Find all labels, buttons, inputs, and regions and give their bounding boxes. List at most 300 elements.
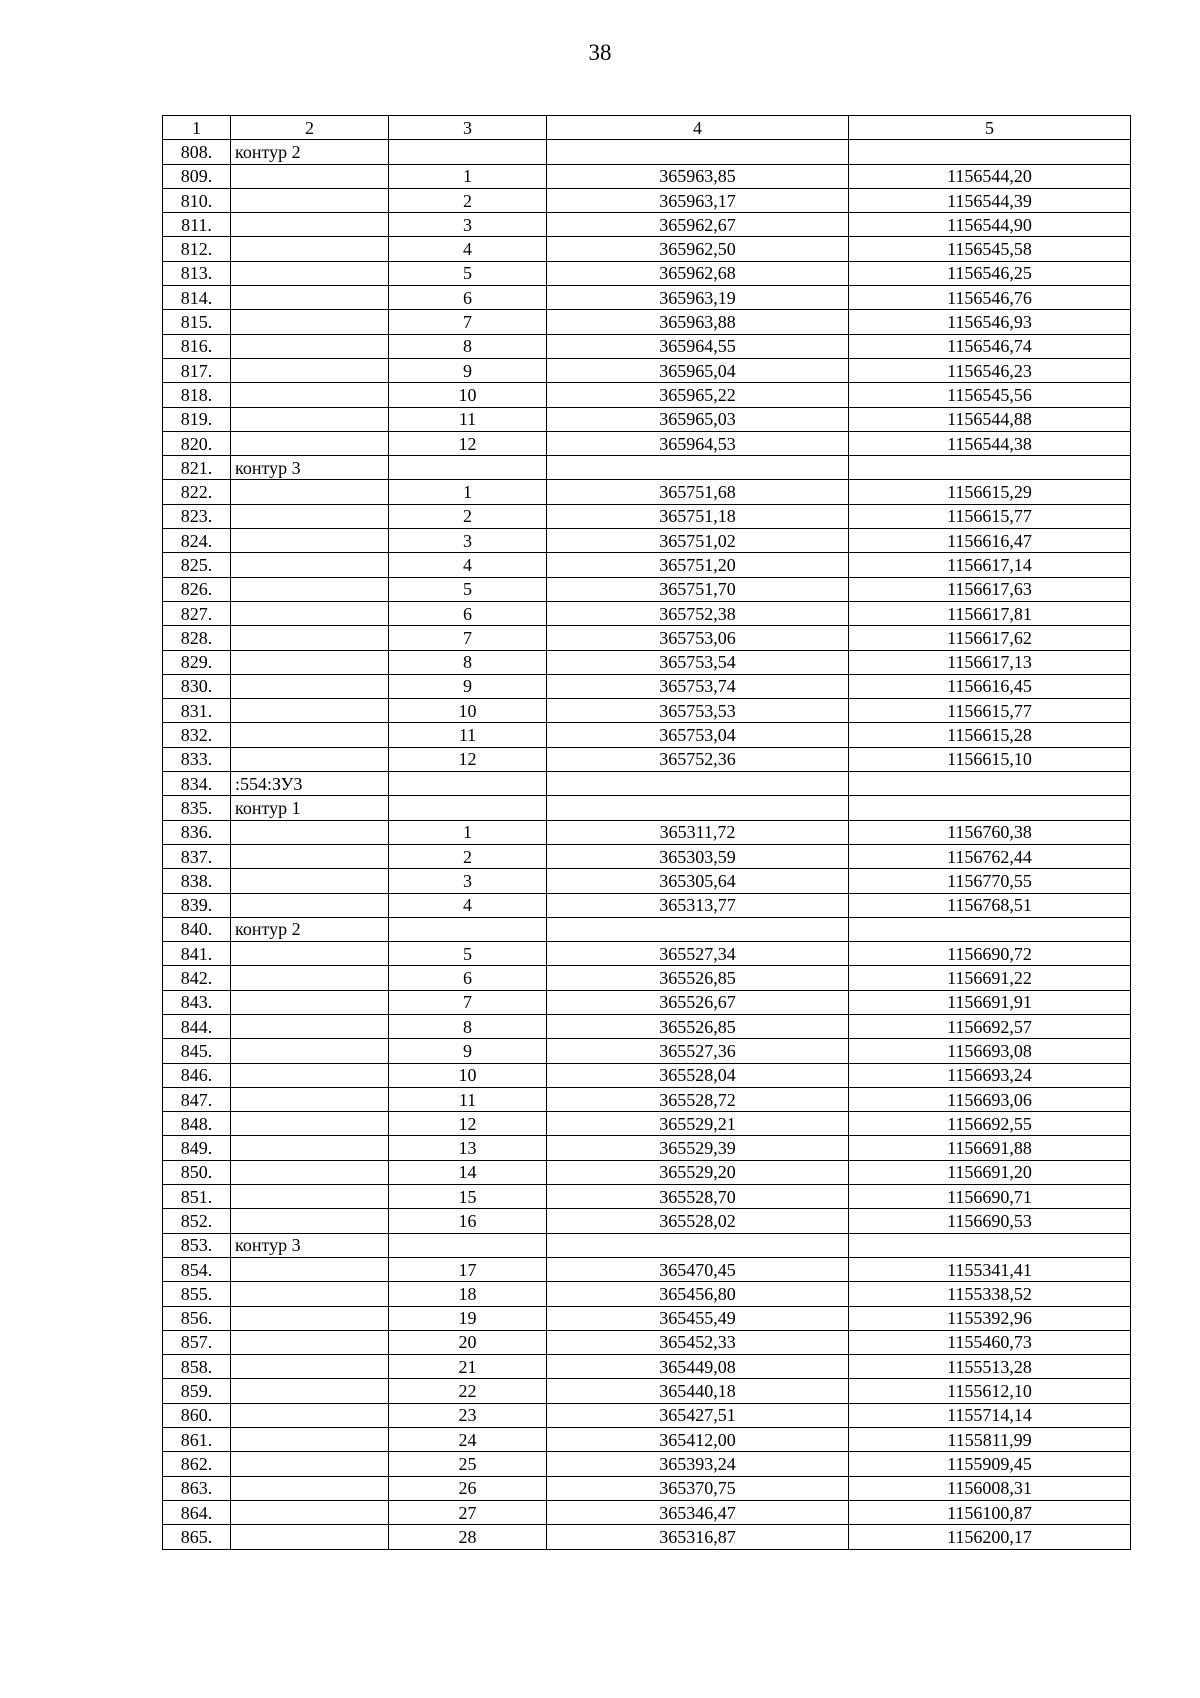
table-row <box>163 1039 1131 1063</box>
row-number-cell: 855. <box>163 1282 231 1306</box>
table-row <box>163 358 1131 382</box>
contour-label-cell: контур 3 <box>231 456 389 480</box>
x-coordinate-cell: 365412,00 <box>547 1428 849 1452</box>
point-number-cell: 26 <box>389 1476 547 1500</box>
point-number-cell: 8 <box>389 1014 547 1038</box>
x-coordinate-cell: 365965,22 <box>547 383 849 407</box>
x-coordinate-cell: 365753,06 <box>547 626 849 650</box>
table-row <box>163 820 1131 844</box>
point-number-cell: 2 <box>389 504 547 528</box>
table-row <box>163 917 1131 941</box>
x-coordinate-cell: 365305,64 <box>547 869 849 893</box>
x-coordinate-cell: 365527,34 <box>547 942 849 966</box>
x-coordinate-cell: 365370,75 <box>547 1476 849 1500</box>
point-number-cell: 13 <box>389 1136 547 1160</box>
y-coordinate-cell: 1156617,63 <box>849 577 1131 601</box>
x-coordinate-cell: 365529,21 <box>547 1112 849 1136</box>
y-coordinate-cell: 1156544,20 <box>849 164 1131 188</box>
table-row <box>163 1452 1131 1476</box>
contour-label-cell <box>231 699 389 723</box>
x-coordinate-cell: 365452,33 <box>547 1330 849 1354</box>
y-coordinate-cell: 1156544,39 <box>849 188 1131 212</box>
row-number-cell: 810. <box>163 188 231 212</box>
table-row <box>163 1282 1131 1306</box>
row-number-cell: 857. <box>163 1330 231 1354</box>
contour-label-cell <box>231 1476 389 1500</box>
row-number-cell: 852. <box>163 1209 231 1233</box>
contour-label-cell <box>231 310 389 334</box>
page-number: 38 <box>588 40 612 65</box>
table-row <box>163 1306 1131 1330</box>
y-coordinate-cell: 1156617,81 <box>849 601 1131 625</box>
table-row <box>163 1112 1131 1136</box>
x-coordinate-cell: 365962,67 <box>547 213 849 237</box>
table-row <box>163 990 1131 1014</box>
y-coordinate-cell: 1155338,52 <box>849 1282 1131 1306</box>
contour-label-cell <box>231 674 389 698</box>
table-row <box>163 1257 1131 1281</box>
point-number-cell <box>389 1233 547 1257</box>
x-coordinate-cell: 365751,70 <box>547 577 849 601</box>
contour-label-cell <box>231 1039 389 1063</box>
point-number-cell <box>389 796 547 820</box>
row-number-cell: 840. <box>163 917 231 941</box>
table-row <box>163 796 1131 820</box>
contour-label-cell <box>231 626 389 650</box>
row-number-cell: 849. <box>163 1136 231 1160</box>
table-row <box>163 650 1131 674</box>
row-number-cell: 829. <box>163 650 231 674</box>
row-number-cell: 813. <box>163 261 231 285</box>
x-coordinate-cell <box>547 917 849 941</box>
contour-label-cell <box>231 213 389 237</box>
table-row <box>163 407 1131 431</box>
table-row <box>163 942 1131 966</box>
contour-label-cell <box>231 286 389 310</box>
y-coordinate-cell: 1156692,57 <box>849 1014 1131 1038</box>
row-number-cell: 816. <box>163 334 231 358</box>
point-number-cell: 20 <box>389 1330 547 1354</box>
x-coordinate-cell: 365963,17 <box>547 188 849 212</box>
contour-label-cell <box>231 334 389 358</box>
x-coordinate-cell: 365449,08 <box>547 1355 849 1379</box>
y-coordinate-cell: 1156691,20 <box>849 1160 1131 1184</box>
contour-label-cell: контур 2 <box>231 917 389 941</box>
y-coordinate-cell <box>849 772 1131 796</box>
y-coordinate-cell: 1156546,23 <box>849 358 1131 382</box>
x-coordinate-cell: 365527,36 <box>547 1039 849 1063</box>
point-number-cell: 1 <box>389 820 547 844</box>
table-row <box>163 1355 1131 1379</box>
contour-label-cell <box>231 383 389 407</box>
coordinates-table <box>162 115 1131 1550</box>
contour-label-cell <box>231 1063 389 1087</box>
y-coordinate-cell: 1156615,77 <box>849 504 1131 528</box>
y-coordinate-cell: 1155811,99 <box>849 1428 1131 1452</box>
row-number-cell: 817. <box>163 358 231 382</box>
contour-label-cell <box>231 1209 389 1233</box>
contour-label-cell: :554:ЗУ3 <box>231 772 389 796</box>
y-coordinate-cell: 1156616,45 <box>849 674 1131 698</box>
contour-label-cell: контур 1 <box>231 796 389 820</box>
row-number-cell: 863. <box>163 1476 231 1500</box>
row-number-cell: 818. <box>163 383 231 407</box>
table-row <box>163 504 1131 528</box>
row-number-cell: 865. <box>163 1525 231 1549</box>
point-number-cell: 2 <box>389 844 547 868</box>
contour-label-cell <box>231 1087 389 1111</box>
table-row <box>163 310 1131 334</box>
table-row <box>163 723 1131 747</box>
table-row <box>163 577 1131 601</box>
y-coordinate-cell: 1156545,58 <box>849 237 1131 261</box>
point-number-cell: 7 <box>389 310 547 334</box>
row-number-cell: 822. <box>163 480 231 504</box>
point-number-cell: 17 <box>389 1257 547 1281</box>
row-number-cell: 837. <box>163 844 231 868</box>
contour-label-cell <box>231 504 389 528</box>
x-coordinate-cell: 365455,49 <box>547 1306 849 1330</box>
x-coordinate-cell <box>547 456 849 480</box>
y-coordinate-cell: 1156546,93 <box>849 310 1131 334</box>
point-number-cell <box>389 140 547 164</box>
point-number-cell: 28 <box>389 1525 547 1549</box>
row-number-cell: 860. <box>163 1403 231 1427</box>
x-coordinate-cell: 365753,54 <box>547 650 849 674</box>
row-number-cell: 820. <box>163 431 231 455</box>
table-row <box>163 1185 1131 1209</box>
table-row <box>163 140 1131 164</box>
x-coordinate-cell: 365456,80 <box>547 1282 849 1306</box>
y-coordinate-cell: 1155341,41 <box>849 1257 1131 1281</box>
y-coordinate-cell <box>849 796 1131 820</box>
table-row <box>163 893 1131 917</box>
x-coordinate-cell: 365965,04 <box>547 358 849 382</box>
x-coordinate-cell: 365963,88 <box>547 310 849 334</box>
table-row <box>163 1136 1131 1160</box>
y-coordinate-cell: 1156691,22 <box>849 966 1131 990</box>
table-row <box>163 869 1131 893</box>
table-row <box>163 383 1131 407</box>
contour-label-cell <box>231 942 389 966</box>
row-number-cell: 856. <box>163 1306 231 1330</box>
point-number-cell: 23 <box>389 1403 547 1427</box>
y-coordinate-cell: 1156692,55 <box>849 1112 1131 1136</box>
column-header: 4 <box>547 116 849 140</box>
point-number-cell: 4 <box>389 553 547 577</box>
point-number-cell: 27 <box>389 1500 547 1524</box>
table-row <box>163 699 1131 723</box>
table-row <box>163 1087 1131 1111</box>
row-number-cell: 843. <box>163 990 231 1014</box>
x-coordinate-cell: 365751,02 <box>547 529 849 553</box>
y-coordinate-cell: 1156693,24 <box>849 1063 1131 1087</box>
x-coordinate-cell: 365528,04 <box>547 1063 849 1087</box>
table-row <box>163 480 1131 504</box>
y-coordinate-cell: 1156546,76 <box>849 286 1131 310</box>
row-number-cell: 814. <box>163 286 231 310</box>
point-number-cell: 19 <box>389 1306 547 1330</box>
row-number-cell: 825. <box>163 553 231 577</box>
point-number-cell: 14 <box>389 1160 547 1184</box>
row-number-cell: 838. <box>163 869 231 893</box>
contour-label-cell <box>231 1379 389 1403</box>
contour-label-cell <box>231 1403 389 1427</box>
point-number-cell: 10 <box>389 1063 547 1087</box>
point-number-cell: 7 <box>389 990 547 1014</box>
y-coordinate-cell: 1156616,47 <box>849 529 1131 553</box>
x-coordinate-cell: 365313,77 <box>547 893 849 917</box>
contour-label-cell <box>231 601 389 625</box>
row-number-cell: 858. <box>163 1355 231 1379</box>
contour-label-cell <box>231 1525 389 1549</box>
table-row <box>163 237 1131 261</box>
row-number-cell: 815. <box>163 310 231 334</box>
contour-label-cell <box>231 261 389 285</box>
contour-label-cell <box>231 1014 389 1038</box>
y-coordinate-cell: 1156615,10 <box>849 747 1131 771</box>
y-coordinate-cell: 1155513,28 <box>849 1355 1131 1379</box>
point-number-cell: 2 <box>389 188 547 212</box>
contour-label-cell <box>231 1136 389 1160</box>
contour-label-cell: контур 2 <box>231 140 389 164</box>
y-coordinate-cell: 1156546,25 <box>849 261 1131 285</box>
point-number-cell: 3 <box>389 213 547 237</box>
contour-label-cell <box>231 358 389 382</box>
y-coordinate-cell: 1156690,72 <box>849 942 1131 966</box>
point-number-cell: 12 <box>389 747 547 771</box>
contour-label-cell <box>231 723 389 747</box>
x-coordinate-cell: 365751,18 <box>547 504 849 528</box>
point-number-cell: 3 <box>389 529 547 553</box>
contour-label-cell <box>231 844 389 868</box>
y-coordinate-cell: 1156615,28 <box>849 723 1131 747</box>
table-row <box>163 1476 1131 1500</box>
x-coordinate-cell <box>547 796 849 820</box>
y-coordinate-cell: 1156768,51 <box>849 893 1131 917</box>
x-coordinate-cell: 365529,20 <box>547 1160 849 1184</box>
row-number-cell: 844. <box>163 1014 231 1038</box>
table-row <box>163 1403 1131 1427</box>
y-coordinate-cell: 1156617,14 <box>849 553 1131 577</box>
x-coordinate-cell: 365963,85 <box>547 164 849 188</box>
point-number-cell: 16 <box>389 1209 547 1233</box>
table-row <box>163 601 1131 625</box>
row-number-cell: 827. <box>163 601 231 625</box>
row-number-cell: 853. <box>163 1233 231 1257</box>
point-number-cell: 18 <box>389 1282 547 1306</box>
y-coordinate-cell: 1156770,55 <box>849 869 1131 893</box>
y-coordinate-cell: 1156544,38 <box>849 431 1131 455</box>
table-row <box>163 1428 1131 1452</box>
x-coordinate-cell <box>547 772 849 796</box>
x-coordinate-cell: 365528,02 <box>547 1209 849 1233</box>
row-number-cell: 854. <box>163 1257 231 1281</box>
x-coordinate-cell: 365964,53 <box>547 431 849 455</box>
y-coordinate-cell <box>849 917 1131 941</box>
contour-label-cell <box>231 407 389 431</box>
column-header: 1 <box>163 116 231 140</box>
contour-label-cell <box>231 1185 389 1209</box>
y-coordinate-cell <box>849 140 1131 164</box>
x-coordinate-cell: 365528,72 <box>547 1087 849 1111</box>
row-number-cell: 851. <box>163 1185 231 1209</box>
row-number-cell: 842. <box>163 966 231 990</box>
row-number-cell: 845. <box>163 1039 231 1063</box>
x-coordinate-cell: 365965,03 <box>547 407 849 431</box>
point-number-cell: 4 <box>389 893 547 917</box>
row-number-cell: 828. <box>163 626 231 650</box>
contour-label-cell <box>231 1306 389 1330</box>
contour-label-cell <box>231 480 389 504</box>
contour-label-cell <box>231 164 389 188</box>
point-number-cell: 1 <box>389 164 547 188</box>
x-coordinate-cell: 365752,36 <box>547 747 849 771</box>
table-row <box>163 1160 1131 1184</box>
y-coordinate-cell: 1156200,17 <box>849 1525 1131 1549</box>
x-coordinate-cell: 365393,24 <box>547 1452 849 1476</box>
point-number-cell <box>389 772 547 796</box>
point-number-cell: 11 <box>389 407 547 431</box>
y-coordinate-cell: 1156008,31 <box>849 1476 1131 1500</box>
contour-label-cell <box>231 1355 389 1379</box>
y-coordinate-cell: 1156546,74 <box>849 334 1131 358</box>
point-number-cell: 21 <box>389 1355 547 1379</box>
table-row <box>163 286 1131 310</box>
row-number-cell: 850. <box>163 1160 231 1184</box>
table-row <box>163 772 1131 796</box>
y-coordinate-cell: 1156762,44 <box>849 844 1131 868</box>
point-number-cell: 10 <box>389 383 547 407</box>
point-number-cell: 12 <box>389 1112 547 1136</box>
row-number-cell: 824. <box>163 529 231 553</box>
y-coordinate-cell: 1156690,71 <box>849 1185 1131 1209</box>
x-coordinate-cell: 365316,87 <box>547 1525 849 1549</box>
x-coordinate-cell: 365963,19 <box>547 286 849 310</box>
x-coordinate-cell: 365528,70 <box>547 1185 849 1209</box>
point-number-cell: 25 <box>389 1452 547 1476</box>
y-coordinate-cell: 1156615,29 <box>849 480 1131 504</box>
x-coordinate-cell: 365962,68 <box>547 261 849 285</box>
y-coordinate-cell: 1156691,91 <box>849 990 1131 1014</box>
row-number-cell: 833. <box>163 747 231 771</box>
x-coordinate-cell: 365753,53 <box>547 699 849 723</box>
x-coordinate-cell: 365346,47 <box>547 1500 849 1524</box>
x-coordinate-cell: 365964,55 <box>547 334 849 358</box>
table-row <box>163 334 1131 358</box>
contour-label-cell <box>231 747 389 771</box>
row-number-cell: 859. <box>163 1379 231 1403</box>
table-row <box>163 1233 1131 1257</box>
x-coordinate-cell: 365526,85 <box>547 966 849 990</box>
point-number-cell <box>389 456 547 480</box>
point-number-cell: 7 <box>389 626 547 650</box>
table-row <box>163 1209 1131 1233</box>
contour-label-cell <box>231 577 389 601</box>
y-coordinate-cell: 1156617,62 <box>849 626 1131 650</box>
row-number-cell: 821. <box>163 456 231 480</box>
row-number-cell: 819. <box>163 407 231 431</box>
table-row <box>163 1014 1131 1038</box>
row-number-cell: 811. <box>163 213 231 237</box>
x-coordinate-cell <box>547 140 849 164</box>
column-header: 3 <box>389 116 547 140</box>
y-coordinate-cell: 1155909,45 <box>849 1452 1131 1476</box>
point-number-cell: 6 <box>389 601 547 625</box>
x-coordinate-cell: 365526,85 <box>547 1014 849 1038</box>
table-row <box>163 626 1131 650</box>
table-row <box>163 1063 1131 1087</box>
contour-label-cell <box>231 869 389 893</box>
column-header: 2 <box>231 116 389 140</box>
point-number-cell: 4 <box>389 237 547 261</box>
row-number-cell: 862. <box>163 1452 231 1476</box>
point-number-cell: 1 <box>389 480 547 504</box>
table-row <box>163 1330 1131 1354</box>
point-number-cell: 9 <box>389 358 547 382</box>
row-number-cell: 831. <box>163 699 231 723</box>
row-number-cell: 812. <box>163 237 231 261</box>
contour-label-cell: контур 3 <box>231 1233 389 1257</box>
row-number-cell: 864. <box>163 1500 231 1524</box>
row-number-cell: 823. <box>163 504 231 528</box>
y-coordinate-cell: 1156545,56 <box>849 383 1131 407</box>
point-number-cell: 22 <box>389 1379 547 1403</box>
row-number-cell: 809. <box>163 164 231 188</box>
row-number-cell: 841. <box>163 942 231 966</box>
point-number-cell <box>389 917 547 941</box>
contour-label-cell <box>231 1452 389 1476</box>
y-coordinate-cell: 1156693,06 <box>849 1087 1131 1111</box>
y-coordinate-cell: 1156100,87 <box>849 1500 1131 1524</box>
y-coordinate-cell: 1155612,10 <box>849 1379 1131 1403</box>
contour-label-cell <box>231 1330 389 1354</box>
x-coordinate-cell: 365751,20 <box>547 553 849 577</box>
x-coordinate-cell: 365427,51 <box>547 1403 849 1427</box>
table-row <box>163 553 1131 577</box>
point-number-cell: 9 <box>389 674 547 698</box>
table-row <box>163 529 1131 553</box>
point-number-cell: 5 <box>389 942 547 966</box>
y-coordinate-cell: 1156693,08 <box>849 1039 1131 1063</box>
point-number-cell: 6 <box>389 966 547 990</box>
row-number-cell: 846. <box>163 1063 231 1087</box>
x-coordinate-cell: 365470,45 <box>547 1257 849 1281</box>
row-number-cell: 808. <box>163 140 231 164</box>
y-coordinate-cell: 1156544,90 <box>849 213 1131 237</box>
point-number-cell: 10 <box>389 699 547 723</box>
x-coordinate-cell: 365440,18 <box>547 1379 849 1403</box>
point-number-cell: 5 <box>389 261 547 285</box>
contour-label-cell <box>231 529 389 553</box>
contour-label-cell <box>231 1500 389 1524</box>
table-row <box>163 844 1131 868</box>
x-coordinate-cell: 365753,04 <box>547 723 849 747</box>
point-number-cell: 24 <box>389 1428 547 1452</box>
column-header: 5 <box>849 116 1131 140</box>
x-coordinate-cell <box>547 1233 849 1257</box>
table-row <box>163 456 1131 480</box>
y-coordinate-cell: 1156615,77 <box>849 699 1131 723</box>
contour-label-cell <box>231 1282 389 1306</box>
y-coordinate-cell <box>849 456 1131 480</box>
contour-label-cell <box>231 966 389 990</box>
point-number-cell: 8 <box>389 650 547 674</box>
row-number-cell: 830. <box>163 674 231 698</box>
contour-label-cell <box>231 650 389 674</box>
y-coordinate-cell: 1156760,38 <box>849 820 1131 844</box>
contour-label-cell <box>231 431 389 455</box>
